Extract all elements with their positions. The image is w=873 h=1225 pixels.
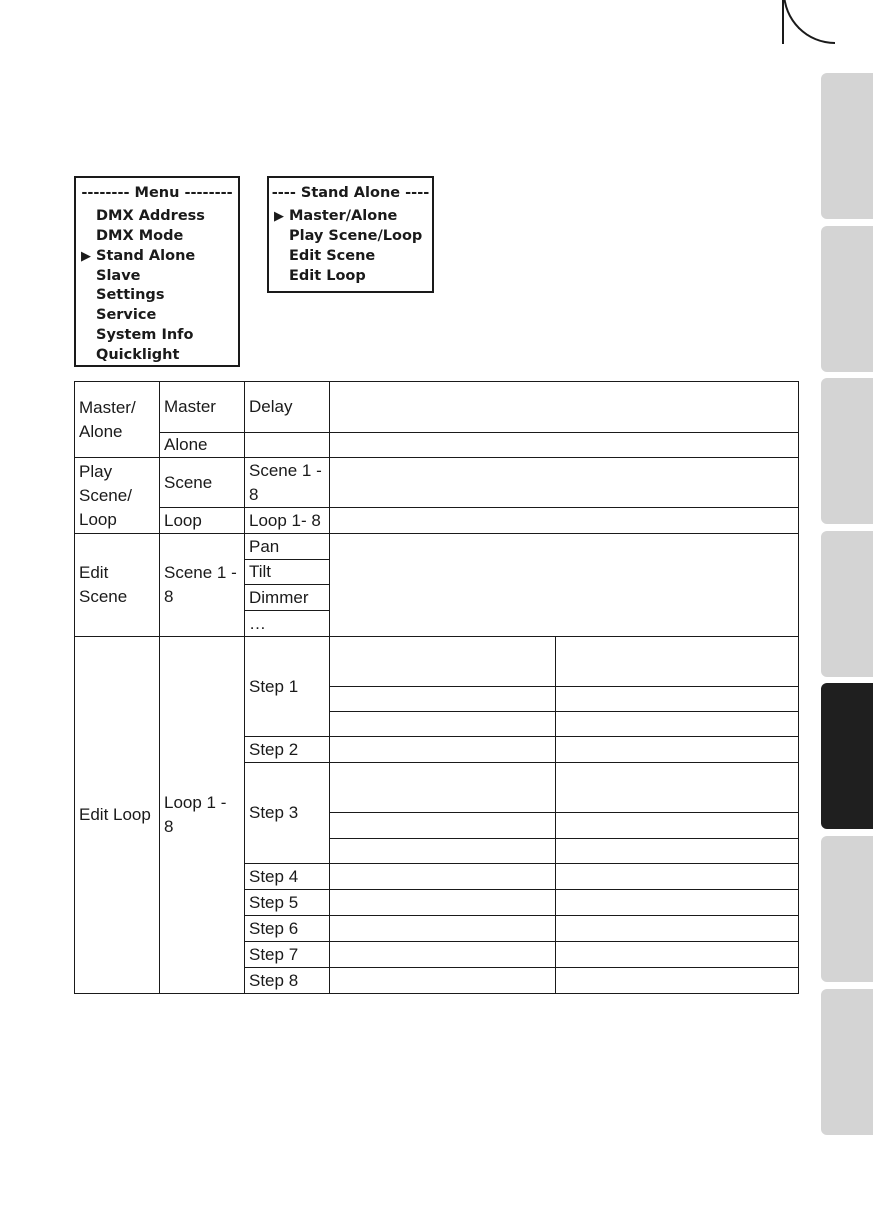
cell-step-1: Step 1 (245, 637, 330, 737)
cell-empty (556, 687, 799, 712)
cell-scene: Scene (160, 458, 245, 508)
cell-delay: Delay (245, 382, 330, 433)
cell-loop-1-8-edit: Loop 1 - 8 (160, 637, 245, 994)
cell-empty (556, 916, 799, 942)
chapter-tab-6[interactable] (821, 836, 873, 982)
cell-ellipsis: … (245, 611, 330, 637)
main-menu-title: -------- Menu -------- (81, 185, 233, 201)
cell-empty (330, 763, 556, 813)
submenu-item-master-alone[interactable]: Master/Alone (289, 208, 398, 224)
cell-empty (556, 712, 799, 737)
menu-item-settings[interactable]: Settings (96, 287, 165, 303)
cell-alone: Alone (160, 433, 245, 458)
menu-item-quicklight[interactable]: Quicklight (96, 347, 180, 363)
cell-empty (330, 737, 556, 763)
cell-empty (556, 637, 799, 687)
stand-alone-menu-display (267, 176, 434, 293)
table-row (75, 433, 799, 458)
cell-master: Master (160, 382, 245, 433)
cell-empty (556, 942, 799, 968)
cell-scene-1-8-edit: Scene 1 - 8 (160, 534, 245, 637)
chapter-tab-5-active[interactable] (821, 683, 873, 829)
table-row (75, 382, 799, 433)
cell-dimmer: Dimmer (245, 585, 330, 611)
cell-loop-1-8: Loop 1- 8 (245, 508, 330, 534)
page-corner-line (782, 0, 784, 44)
cell-step-7: Step 7 (245, 942, 330, 968)
cell-empty (330, 508, 799, 534)
cell-empty (330, 534, 799, 637)
cell-empty (330, 942, 556, 968)
chapter-tab-2[interactable] (821, 226, 873, 372)
menu-item-dmx-address[interactable]: DMX Address (96, 208, 205, 224)
cell-empty (330, 813, 556, 839)
submenu-item-edit-loop[interactable]: Edit Loop (289, 268, 366, 284)
cell-empty (556, 763, 799, 813)
menu-item-slave[interactable]: Slave (96, 268, 141, 284)
cell-empty (556, 968, 799, 994)
table-row (75, 508, 799, 534)
cell-loop: Loop (160, 508, 245, 534)
chapter-tab-1[interactable] (821, 73, 873, 219)
cell-empty (330, 382, 799, 433)
cell-empty (330, 916, 556, 942)
menu-item-dmx-mode[interactable]: DMX Mode (96, 228, 184, 244)
cell-tilt: Tilt (245, 560, 330, 585)
cell-edit-scene: Edit Scene (75, 534, 160, 637)
table-row (75, 458, 799, 508)
cell-empty (330, 687, 556, 712)
cell-empty (556, 890, 799, 916)
cell-empty (556, 737, 799, 763)
cell-master-alone: Master/ Alone (75, 382, 160, 458)
menu-cursor-icon: ▶ (81, 249, 91, 264)
cell-play-scene-loop: Play Scene/ Loop (75, 458, 160, 534)
submenu-cursor-icon: ▶ (274, 209, 284, 224)
cell-step-2: Step 2 (245, 737, 330, 763)
table-row (75, 637, 799, 687)
chapter-tab-4[interactable] (821, 531, 873, 677)
cell-empty (330, 433, 799, 458)
main-menu-display (74, 176, 240, 367)
cell-step-5: Step 5 (245, 890, 330, 916)
cell-empty (330, 864, 556, 890)
cell-step-6: Step 6 (245, 916, 330, 942)
cell-empty (330, 839, 556, 864)
menu-structure-table (74, 381, 799, 994)
cell-empty (330, 968, 556, 994)
cell-step-8: Step 8 (245, 968, 330, 994)
menu-item-system-info[interactable]: System Info (96, 327, 194, 343)
cell-empty (330, 637, 556, 687)
cell-edit-loop: Edit Loop (75, 637, 160, 994)
cell-step-3: Step 3 (245, 763, 330, 864)
chapter-tab-7[interactable] (821, 989, 873, 1135)
cell-empty (556, 839, 799, 864)
cell-scene-1-8: Scene 1 - 8 (245, 458, 330, 508)
menu-item-stand-alone[interactable]: Stand Alone (96, 248, 196, 264)
cell-step-4: Step 4 (245, 864, 330, 890)
menu-item-service[interactable]: Service (96, 307, 157, 323)
cell-empty (330, 890, 556, 916)
cell-pan: Pan (245, 534, 330, 560)
cell-empty (556, 813, 799, 839)
cell-empty (330, 712, 556, 737)
table-row (75, 534, 799, 560)
chapter-tab-3[interactable] (821, 378, 873, 524)
stand-alone-menu-title: ---- Stand Alone ---- (271, 185, 430, 201)
cell-empty (556, 864, 799, 890)
submenu-item-edit-scene[interactable]: Edit Scene (289, 248, 376, 264)
page-corner-arc (783, 0, 835, 44)
cell-empty (245, 433, 330, 458)
submenu-item-play-scene-loop[interactable]: Play Scene/Loop (289, 228, 423, 244)
cell-empty (330, 458, 799, 508)
